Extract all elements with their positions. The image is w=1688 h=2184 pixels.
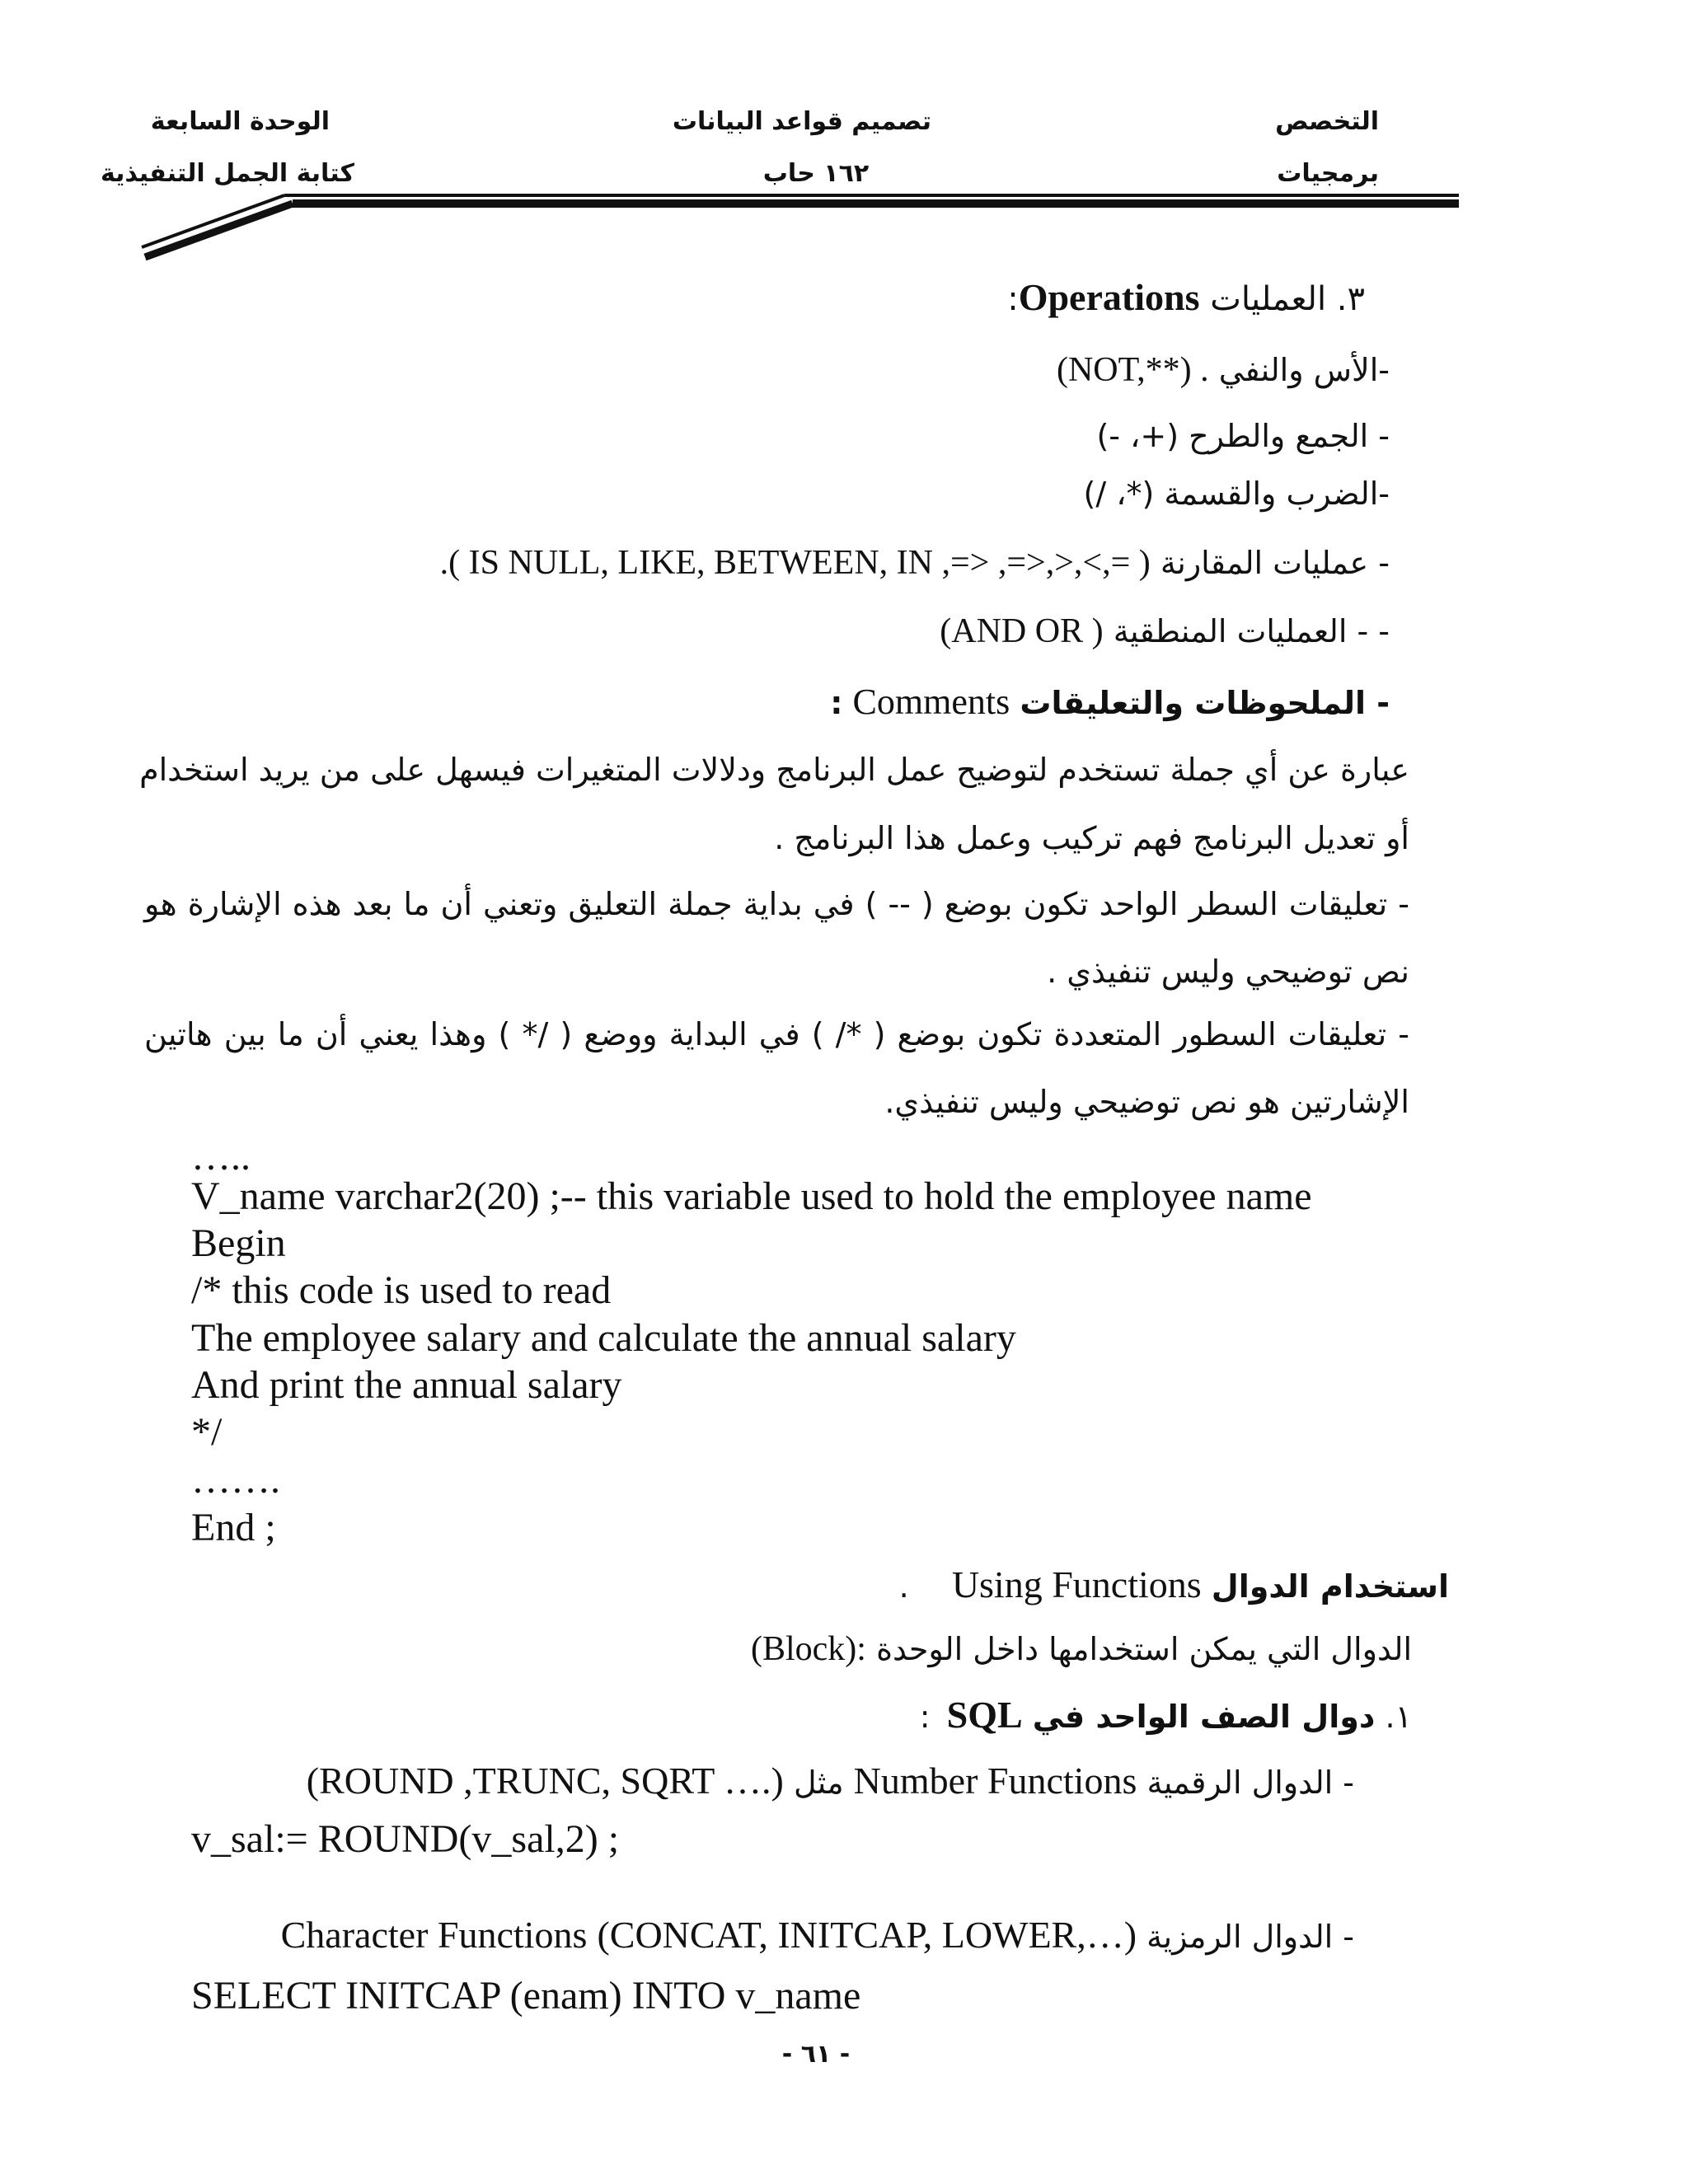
header-unit-label: الوحدة السابعة <box>150 107 330 136</box>
header-unit-title: كتابة الجمل التنفيذية <box>100 159 354 188</box>
functions-intro <box>751 1632 1412 1666</box>
comments-paragraph-line: أو تعديل البرنامج فهم تركيب وعمل هذا البرنامج . <box>774 820 1409 856</box>
number-functions-list: (ROUND ,TRUNC, SQRT ….) <box>306 1760 784 1802</box>
character-functions-en: Character Functions <box>280 1914 588 1956</box>
character-functions-list: (CONCAT, INITCAP, LOWER,…) <box>597 1914 1137 1956</box>
operations-item-operators: ( AND OR) <box>940 612 1104 650</box>
code-line: And print the annual salary <box>191 1363 622 1407</box>
header-course-title: تصميم قواعد البيانات <box>672 107 931 136</box>
code-line: Begin <box>191 1221 286 1265</box>
comments-paragraph-line: - تعليقات السطور المتعددة تكون بوضع ( */ ) في البداية ووضع ( /* ) وهذا يعني أن ما بين هاتين <box>144 1016 1409 1052</box>
number-functions-line <box>307 1762 1354 1800</box>
header-specialty-value: برمجيات <box>1277 159 1379 188</box>
single-row-ar: دوال الصف الواحد في <box>1032 1699 1376 1735</box>
operations-heading-colon: : <box>1007 280 1019 318</box>
number-functions-mithl: مثل <box>793 1765 844 1801</box>
operations-item-comparison <box>440 546 1390 580</box>
comments-heading-en: Comments <box>852 682 1010 722</box>
comments-heading-colon: : <box>830 685 843 721</box>
operations-heading <box>1007 276 1365 318</box>
operations-item-label: - الجمع والطرح <box>1189 418 1390 454</box>
functions-heading-en: Using Functions <box>951 1563 1202 1605</box>
code-line: V_name varchar2(20) ;-- this variable used to hold the employee name <box>191 1174 1312 1218</box>
operations-item-exponent-not <box>1057 353 1390 387</box>
operations-item-label: - - العمليات المنطقية <box>1113 613 1390 649</box>
code-line: End ; <box>191 1506 276 1549</box>
header-divider <box>0 0 1688 272</box>
code-line: */ <box>191 1410 223 1454</box>
number-functions-ar: - الدوال الرقمية <box>1146 1765 1354 1801</box>
comments-paragraph-line: الإشارتين هو نص توضيحي وليس تنفيذي. <box>884 1084 1409 1120</box>
single-row-en: SQL <box>946 1694 1023 1736</box>
operations-item-operators: (+، -) <box>1096 418 1179 454</box>
comments-paragraph-line: - تعليقات السطر الواحد تكون بوضع ( -- ) في بداية جملة التعليق وتعني أن ما بعد هذه الإشارة هو <box>144 886 1409 922</box>
number-functions-example: v_sal:= ROUND(v_sal,2) ; <box>191 1817 620 1861</box>
comments-paragraph-line: نص توضيحي وليس تنفيذي . <box>1047 954 1409 990</box>
code-line: ….. <box>191 1135 251 1179</box>
operations-item-operators: ( =,>,<,<=, <=, IS NULL, LIKE, BETWEEN, IN ). <box>439 544 1151 582</box>
code-line: /* this code is used to read <box>191 1268 612 1312</box>
character-functions-example: SELECT INITCAP (enam) INTO v_name <box>191 1974 861 2018</box>
comments-heading <box>830 684 1390 720</box>
header-course-code: ١٦٢ حاب <box>762 159 870 188</box>
operations-item-operators: (NOT,**) . <box>1056 351 1209 389</box>
character-functions-ar: - الدوال الرمزية <box>1146 1919 1354 1955</box>
comments-heading-ar: - الملحوظات والتعليقات <box>1020 685 1390 721</box>
functions-intro-ar: الدوال التي يمكن استخدامها داخل الوحدة <box>876 1631 1412 1667</box>
code-line: ……. <box>191 1458 280 1502</box>
number-functions-en: Number Functions <box>853 1760 1137 1802</box>
single-row-functions-heading <box>920 1696 1412 1734</box>
single-row-number: ١. <box>1385 1699 1412 1735</box>
single-row-colon: : <box>919 1699 931 1735</box>
operations-item-multiply-divide <box>1083 476 1390 512</box>
functions-heading-dot: . <box>898 1568 909 1605</box>
functions-intro-en: (Block): <box>751 1630 866 1668</box>
functions-heading <box>898 1563 1449 1605</box>
operations-heading-number: ٣. <box>1336 280 1365 318</box>
operations-item-label: -الأس والنفي <box>1218 352 1390 388</box>
comments-paragraph-line: عبارة عن أي جملة تستخدم لتوضيح عمل البرنامج ودلالات المتغيرات فيسهل على من يريد استخدام <box>139 752 1409 788</box>
operations-heading-ar: العمليات <box>1210 280 1327 318</box>
operations-item-label: - عمليات المقارنة <box>1160 545 1390 581</box>
operations-item-operators: (*، /) <box>1083 476 1155 512</box>
code-line: The employee salary and calculate the annual salary <box>191 1316 1016 1360</box>
operations-heading-en: Operations <box>1018 276 1200 318</box>
header-specialty-label: التخصص <box>1275 107 1379 136</box>
character-functions-line <box>281 1916 1354 1954</box>
operations-item-label: -الضرب والقسمة <box>1164 476 1390 512</box>
page-number: - ٦١ - <box>781 2040 851 2069</box>
functions-heading-ar: استخدام الدوال <box>1211 1568 1449 1605</box>
operations-item-logical <box>940 614 1390 649</box>
operations-item-add-subtract <box>1096 420 1390 452</box>
